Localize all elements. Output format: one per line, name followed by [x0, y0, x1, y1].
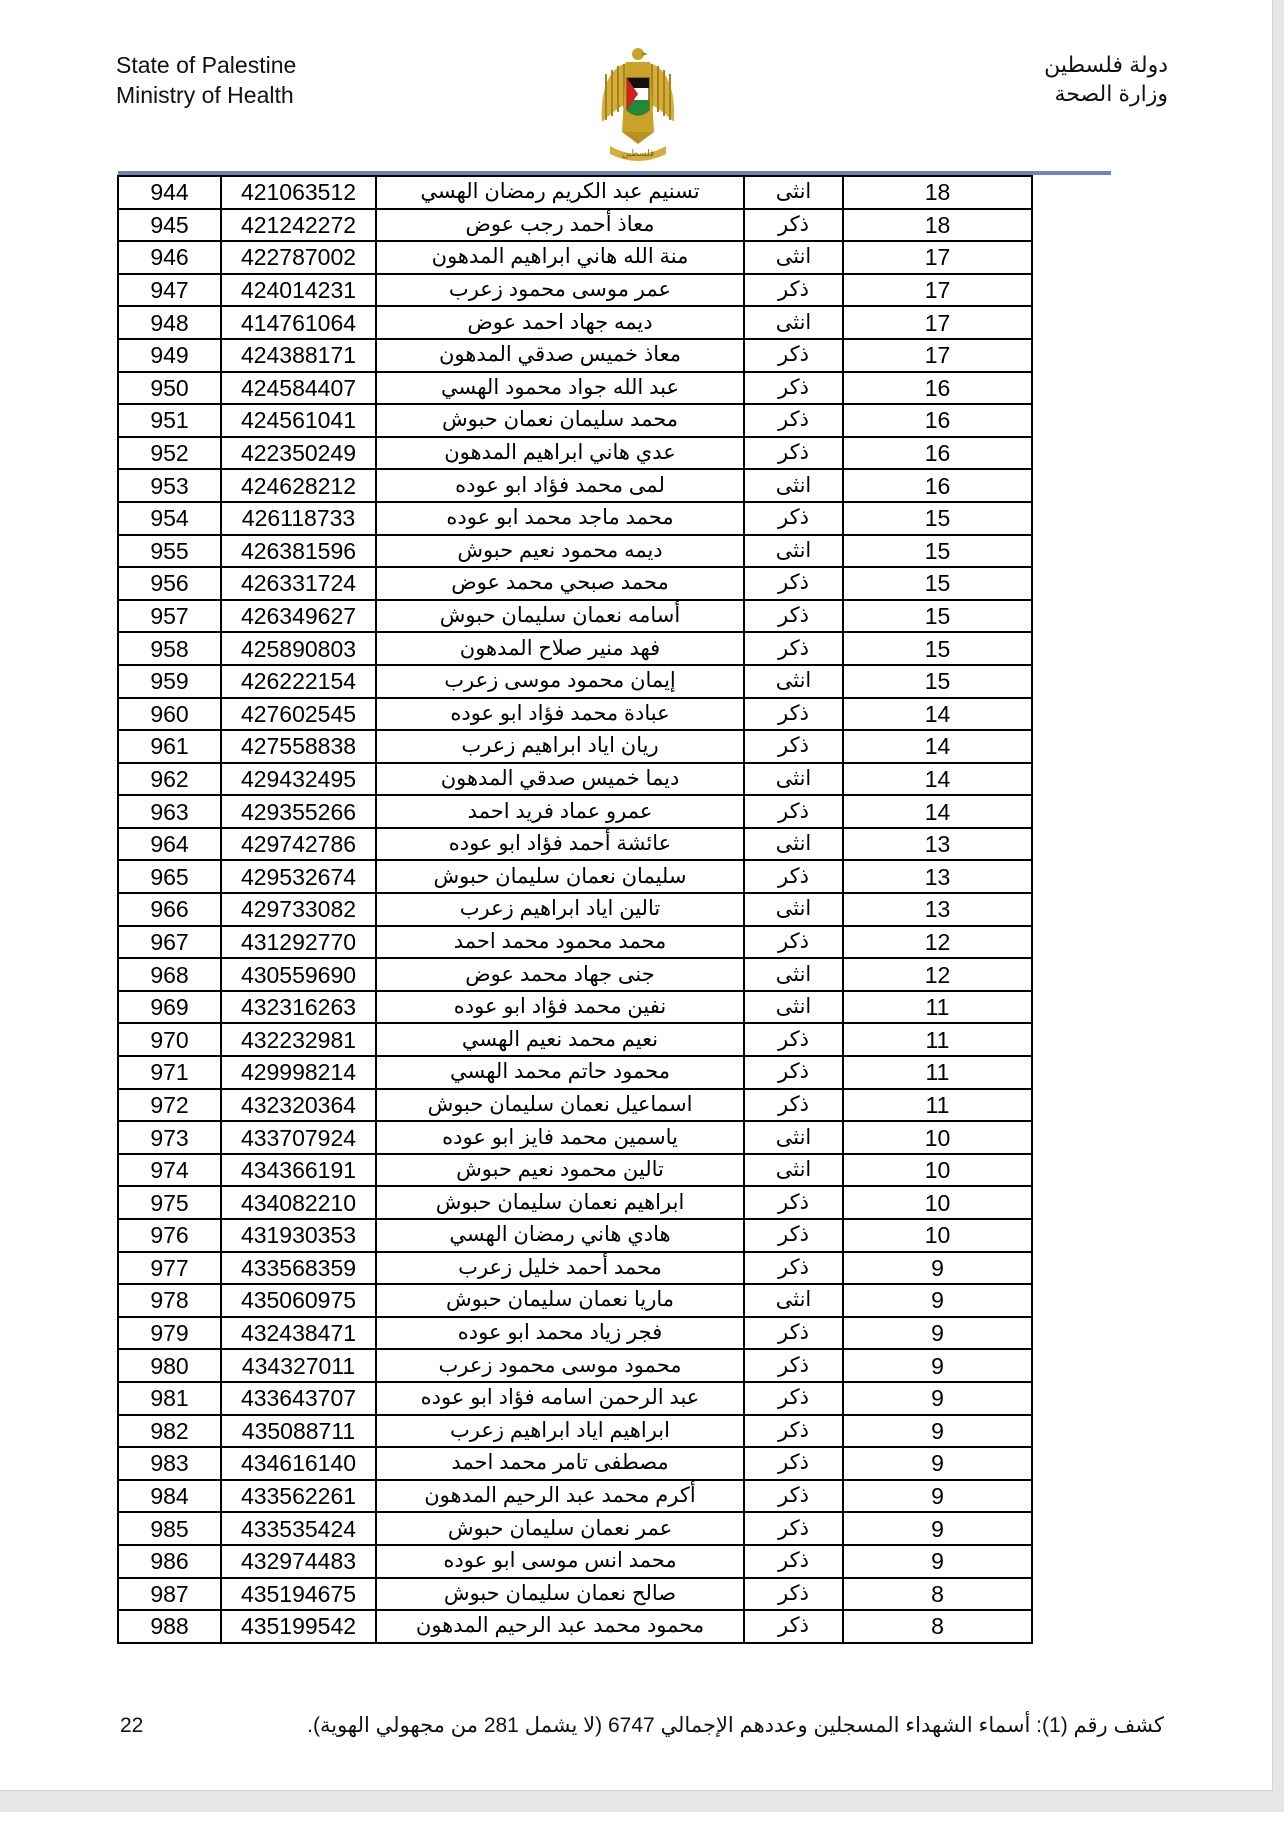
full-name-cell: نفين محمد فؤاد ابو عوده	[376, 991, 744, 1024]
row-number-cell: 984	[118, 1480, 221, 1513]
age-cell: 13	[843, 860, 1032, 893]
row-number-cell: 987	[118, 1578, 221, 1611]
table-row	[118, 698, 1032, 731]
gender-cell: ذكر	[744, 372, 843, 405]
row-number-cell: 951	[118, 404, 221, 437]
row-number-cell: 974	[118, 1154, 221, 1187]
header-left	[116, 50, 296, 110]
row-number-cell: 948	[118, 306, 221, 339]
row-number-cell: 976	[118, 1219, 221, 1252]
id-number-cell: 435088711	[221, 1415, 376, 1448]
table-row	[118, 1610, 1032, 1643]
row-number-cell: 949	[118, 339, 221, 372]
row-number-cell: 944	[118, 176, 221, 209]
row-number-cell: 956	[118, 567, 221, 600]
gender-cell: انثى	[744, 469, 843, 502]
table-row	[118, 502, 1032, 535]
full-name-cell: هادي هاني رمضان الهسي	[376, 1219, 744, 1252]
age-cell: 8	[843, 1578, 1032, 1611]
gender-cell: ذكر	[744, 1415, 843, 1448]
id-number-cell: 435060975	[221, 1284, 376, 1317]
country-name-en: State of Palestine	[116, 52, 297, 78]
full-name-cell: سليمان نعمان سليمان حبوش	[376, 860, 744, 893]
row-number-cell: 988	[118, 1610, 221, 1643]
id-number-cell: 434366191	[221, 1154, 376, 1187]
table-row	[118, 1154, 1032, 1187]
id-number-cell: 433535424	[221, 1512, 376, 1545]
table-row	[118, 1578, 1032, 1611]
id-number-cell: 421242272	[221, 209, 376, 242]
gender-cell: ذكر	[744, 1089, 843, 1122]
age-cell: 9	[843, 1284, 1032, 1317]
row-number-cell: 967	[118, 926, 221, 959]
age-cell: 16	[843, 437, 1032, 470]
full-name-cell: ديما خميس صدقي المدهون	[376, 763, 744, 796]
id-number-cell: 425890803	[221, 632, 376, 665]
row-number-cell: 975	[118, 1186, 221, 1219]
row-number-cell: 945	[118, 209, 221, 242]
id-number-cell: 432438471	[221, 1317, 376, 1350]
gender-cell: ذكر	[744, 1186, 843, 1219]
table-row	[118, 209, 1032, 242]
table-row	[118, 1186, 1032, 1219]
emblem-banner-text: فلسطين	[621, 148, 655, 158]
gender-cell: انثى	[744, 241, 843, 274]
age-cell: 13	[843, 893, 1032, 926]
age-cell: 11	[843, 1089, 1032, 1122]
full-name-cell: تالين محمود نعيم حبوش	[376, 1154, 744, 1187]
full-name-cell: محمود موسى محمود زعرب	[376, 1349, 744, 1382]
age-cell: 9	[843, 1317, 1032, 1350]
row-number-cell: 954	[118, 502, 221, 535]
gender-cell: ذكر	[744, 1056, 843, 1089]
row-number-cell: 970	[118, 1023, 221, 1056]
table-row	[118, 893, 1032, 926]
age-cell: 9	[843, 1480, 1032, 1513]
gender-cell: انثى	[744, 176, 843, 209]
table-row	[118, 860, 1032, 893]
full-name-cell: ياسمين محمد فايز ابو عوده	[376, 1121, 744, 1154]
full-name-cell: منة الله هاني ابراهيم المدهون	[376, 241, 744, 274]
age-cell: 14	[843, 763, 1032, 796]
full-name-cell: تالين اياد ابراهيم زعرب	[376, 893, 744, 926]
age-cell: 15	[843, 632, 1032, 665]
id-number-cell: 433707924	[221, 1121, 376, 1154]
gender-cell: ذكر	[744, 1447, 843, 1480]
id-number-cell: 426331724	[221, 567, 376, 600]
row-number-cell: 977	[118, 1252, 221, 1285]
full-name-cell: جنى جهاد محمد عوض	[376, 958, 744, 991]
id-number-cell: 435199542	[221, 1610, 376, 1643]
full-name-cell: ماريا نعمان سليمان حبوش	[376, 1284, 744, 1317]
full-name-cell: معاذ أحمد رجب عوض	[376, 209, 744, 242]
full-name-cell: محمد انس موسى ابو عوده	[376, 1545, 744, 1578]
full-name-cell: ابراهيم نعمان سليمان حبوش	[376, 1186, 744, 1219]
table-row	[118, 535, 1032, 568]
id-number-cell: 426118733	[221, 502, 376, 535]
full-name-cell: لمى محمد فؤاد ابو عوده	[376, 469, 744, 502]
id-number-cell: 427602545	[221, 698, 376, 731]
table-row	[118, 763, 1032, 796]
gender-cell: انثى	[744, 1284, 843, 1317]
id-number-cell: 432320364	[221, 1089, 376, 1122]
full-name-cell: محمد صبحي محمد عوض	[376, 567, 744, 600]
id-number-cell: 430559690	[221, 958, 376, 991]
next-page-edge	[0, 1812, 1284, 1830]
id-number-cell: 426349627	[221, 600, 376, 633]
age-cell: 14	[843, 698, 1032, 731]
id-number-cell: 426381596	[221, 535, 376, 568]
table-row	[118, 274, 1032, 307]
gender-cell: ذكر	[744, 600, 843, 633]
id-number-cell: 421063512	[221, 176, 376, 209]
age-cell: 10	[843, 1186, 1032, 1219]
page-number: 22	[120, 1714, 144, 1737]
header-right	[868, 50, 1168, 108]
table-row	[118, 600, 1032, 633]
row-number-cell: 978	[118, 1284, 221, 1317]
row-number-cell: 960	[118, 698, 221, 731]
palestine-eagle-emblem-icon	[592, 44, 684, 164]
id-number-cell: 426222154	[221, 665, 376, 698]
age-cell: 13	[843, 828, 1032, 861]
id-number-cell: 431930353	[221, 1219, 376, 1252]
full-name-cell: تسنيم عبد الكريم رمضان الهسي	[376, 176, 744, 209]
gender-cell: انثى	[744, 828, 843, 861]
age-cell: 17	[843, 339, 1032, 372]
full-name-cell: ريان اياد ابراهيم زعرب	[376, 730, 744, 763]
id-number-cell: 422787002	[221, 241, 376, 274]
age-cell: 16	[843, 469, 1032, 502]
age-cell: 10	[843, 1154, 1032, 1187]
full-name-cell: عبد الرحمن اسامه فؤاد ابو عوده	[376, 1382, 744, 1415]
table-row	[118, 1284, 1032, 1317]
table-row	[118, 1252, 1032, 1285]
gender-cell: ذكر	[744, 1219, 843, 1252]
full-name-cell: محمد سليمان نعمان حبوش	[376, 404, 744, 437]
age-cell: 12	[843, 958, 1032, 991]
id-number-cell: 432974483	[221, 1545, 376, 1578]
id-number-cell: 429432495	[221, 763, 376, 796]
row-number-cell: 946	[118, 241, 221, 274]
row-number-cell: 950	[118, 372, 221, 405]
full-name-cell: عائشة أحمد فؤاد ابو عوده	[376, 828, 744, 861]
ministry-name-en: Ministry of Health	[116, 82, 294, 108]
row-number-cell: 961	[118, 730, 221, 763]
country-name-ar: دولة فلسطين	[1044, 52, 1168, 77]
full-name-cell: نعيم محمد نعيم الهسي	[376, 1023, 744, 1056]
gender-cell: ذكر	[744, 632, 843, 665]
row-number-cell: 959	[118, 665, 221, 698]
full-name-cell: ابراهيم اياد ابراهيم زعرب	[376, 1415, 744, 1448]
row-number-cell: 985	[118, 1512, 221, 1545]
gender-cell: ذكر	[744, 1023, 843, 1056]
age-cell: 9	[843, 1512, 1032, 1545]
row-number-cell: 981	[118, 1382, 221, 1415]
age-cell: 15	[843, 665, 1032, 698]
table-row	[118, 1545, 1032, 1578]
id-number-cell: 424628212	[221, 469, 376, 502]
row-number-cell: 968	[118, 958, 221, 991]
id-number-cell: 429355266	[221, 795, 376, 828]
full-name-cell: عبادة محمد فؤاد ابو عوده	[376, 698, 744, 731]
table-row	[118, 1121, 1032, 1154]
row-number-cell: 947	[118, 274, 221, 307]
table-row	[118, 958, 1032, 991]
full-name-cell: عمر موسى محمود زعرب	[376, 274, 744, 307]
row-number-cell: 980	[118, 1349, 221, 1382]
gender-cell: ذكر	[744, 404, 843, 437]
age-cell: 18	[843, 176, 1032, 209]
table-row	[118, 665, 1032, 698]
age-cell: 15	[843, 502, 1032, 535]
table-row	[118, 437, 1032, 470]
full-name-cell: محمود حاتم محمد الهسي	[376, 1056, 744, 1089]
gender-cell: ذكر	[744, 1545, 843, 1578]
table-row	[118, 1317, 1032, 1350]
age-cell: 12	[843, 926, 1032, 959]
row-number-cell: 965	[118, 860, 221, 893]
id-number-cell: 429532674	[221, 860, 376, 893]
age-cell: 14	[843, 795, 1032, 828]
gender-cell: انثى	[744, 991, 843, 1024]
row-number-cell: 966	[118, 893, 221, 926]
gender-cell: ذكر	[744, 1252, 843, 1285]
row-number-cell: 986	[118, 1545, 221, 1578]
age-cell: 9	[843, 1415, 1032, 1448]
table-row	[118, 1447, 1032, 1480]
full-name-cell: اسماعيل نعمان سليمان حبوش	[376, 1089, 744, 1122]
id-number-cell: 422350249	[221, 437, 376, 470]
id-number-cell: 432232981	[221, 1023, 376, 1056]
table-row	[118, 567, 1032, 600]
row-number-cell: 955	[118, 535, 221, 568]
gender-cell: انثى	[744, 306, 843, 339]
table-row	[118, 730, 1032, 763]
full-name-cell: صالح نعمان سليمان حبوش	[376, 1578, 744, 1611]
age-cell: 10	[843, 1121, 1032, 1154]
age-cell: 18	[843, 209, 1032, 242]
gender-cell: ذكر	[744, 1317, 843, 1350]
full-name-cell: عدي هاني ابراهيم المدهون	[376, 437, 744, 470]
table-row	[118, 339, 1032, 372]
ministry-name-ar: وزارة الصحة	[1054, 81, 1168, 106]
full-name-cell: فهد منير صلاح المدهون	[376, 632, 744, 665]
gender-cell: انثى	[744, 1121, 843, 1154]
gender-cell: انثى	[744, 535, 843, 568]
gender-cell: ذكر	[744, 567, 843, 600]
gender-cell: ذكر	[744, 1480, 843, 1513]
table-row	[118, 1089, 1032, 1122]
row-number-cell: 973	[118, 1121, 221, 1154]
gender-cell: ذكر	[744, 795, 843, 828]
full-name-cell: عمرو عماد فريد احمد	[376, 795, 744, 828]
full-name-cell: محمد محمود محمد احمد	[376, 926, 744, 959]
age-cell: 15	[843, 535, 1032, 568]
gender-cell: ذكر	[744, 1349, 843, 1382]
id-number-cell: 424388171	[221, 339, 376, 372]
table-row	[118, 306, 1032, 339]
age-cell: 9	[843, 1447, 1032, 1480]
gender-cell: ذكر	[744, 1610, 843, 1643]
table-row	[118, 1349, 1032, 1382]
id-number-cell: 435194675	[221, 1578, 376, 1611]
id-number-cell: 429998214	[221, 1056, 376, 1089]
age-cell: 9	[843, 1545, 1032, 1578]
id-number-cell: 429742786	[221, 828, 376, 861]
full-name-cell: أكرم محمد عبد الرحيم المدهون	[376, 1480, 744, 1513]
table-row	[118, 1415, 1032, 1448]
table-row	[118, 372, 1032, 405]
row-number-cell: 952	[118, 437, 221, 470]
full-name-cell: ديمه جهاد احمد عوض	[376, 306, 744, 339]
table-row	[118, 1219, 1032, 1252]
gender-cell: ذكر	[744, 209, 843, 242]
row-number-cell: 957	[118, 600, 221, 633]
table-row	[118, 1056, 1032, 1089]
row-number-cell: 953	[118, 469, 221, 502]
full-name-cell: ديمه محمود نعيم حبوش	[376, 535, 744, 568]
full-name-cell: مصطفى تامر محمد احمد	[376, 1447, 744, 1480]
id-number-cell: 429733082	[221, 893, 376, 926]
row-number-cell: 963	[118, 795, 221, 828]
age-cell: 16	[843, 372, 1032, 405]
age-cell: 8	[843, 1610, 1032, 1643]
table-row	[118, 1023, 1032, 1056]
id-number-cell: 424561041	[221, 404, 376, 437]
table-row	[118, 828, 1032, 861]
table-caption: كشف رقم (1): أسماء الشهداء المسجلين وعددهم الإجمالي 6747 (لا يشمل 281 من مجهولي الهوية).	[307, 1714, 1164, 1737]
full-name-cell: عبد الله جواد محمود الهسي	[376, 372, 744, 405]
gender-cell: انثى	[744, 665, 843, 698]
age-cell: 15	[843, 567, 1032, 600]
gender-cell: انثى	[744, 958, 843, 991]
full-name-cell: محمد ماجد محمد ابو عوده	[376, 502, 744, 535]
row-number-cell: 979	[118, 1317, 221, 1350]
gender-cell: ذكر	[744, 502, 843, 535]
id-number-cell: 427558838	[221, 730, 376, 763]
gender-cell: ذكر	[744, 1382, 843, 1415]
id-number-cell: 434616140	[221, 1447, 376, 1480]
id-number-cell: 433568359	[221, 1252, 376, 1285]
full-name-cell: فجر زياد محمد ابو عوده	[376, 1317, 744, 1350]
id-number-cell: 424014231	[221, 274, 376, 307]
table-row	[118, 632, 1032, 665]
gender-cell: ذكر	[744, 1578, 843, 1611]
row-number-cell: 962	[118, 763, 221, 796]
age-cell: 9	[843, 1382, 1032, 1415]
table-row	[118, 241, 1032, 274]
row-number-cell: 969	[118, 991, 221, 1024]
table-row	[118, 795, 1032, 828]
row-number-cell: 982	[118, 1415, 221, 1448]
id-number-cell: 434082210	[221, 1186, 376, 1219]
row-number-cell: 964	[118, 828, 221, 861]
age-cell: 16	[843, 404, 1032, 437]
row-number-cell: 971	[118, 1056, 221, 1089]
table-row	[118, 991, 1032, 1024]
age-cell: 10	[843, 1219, 1032, 1252]
gender-cell: انثى	[744, 763, 843, 796]
id-number-cell: 414761064	[221, 306, 376, 339]
table-row	[118, 1480, 1032, 1513]
full-name-cell: معاذ خميس صدقي المدهون	[376, 339, 744, 372]
gender-cell: ذكر	[744, 698, 843, 731]
table-row	[118, 926, 1032, 959]
table-row	[118, 469, 1032, 502]
gender-cell: انثى	[744, 893, 843, 926]
full-name-cell: عمر نعمان سليمان حبوش	[376, 1512, 744, 1545]
gender-cell: ذكر	[744, 1512, 843, 1545]
id-number-cell: 431292770	[221, 926, 376, 959]
gender-cell: ذكر	[744, 926, 843, 959]
martyrs-table-body	[118, 176, 1032, 1643]
age-cell: 11	[843, 1056, 1032, 1089]
age-cell: 9	[843, 1252, 1032, 1285]
row-number-cell: 958	[118, 632, 221, 665]
full-name-cell: إيمان محمود موسى زعرب	[376, 665, 744, 698]
gender-cell: ذكر	[744, 339, 843, 372]
age-cell: 17	[843, 306, 1032, 339]
id-number-cell: 432316263	[221, 991, 376, 1024]
full-name-cell: محمد أحمد خليل زعرب	[376, 1252, 744, 1285]
gender-cell: ذكر	[744, 274, 843, 307]
age-cell: 17	[843, 274, 1032, 307]
age-cell: 11	[843, 1023, 1032, 1056]
age-cell: 14	[843, 730, 1032, 763]
gender-cell: ذكر	[744, 437, 843, 470]
id-number-cell: 424584407	[221, 372, 376, 405]
row-number-cell: 972	[118, 1089, 221, 1122]
table-row	[118, 176, 1032, 209]
id-number-cell: 433562261	[221, 1480, 376, 1513]
gender-cell: ذكر	[744, 730, 843, 763]
id-number-cell: 434327011	[221, 1349, 376, 1382]
age-cell: 9	[843, 1349, 1032, 1382]
martyrs-table	[117, 175, 1033, 1644]
age-cell: 11	[843, 991, 1032, 1024]
age-cell: 17	[843, 241, 1032, 274]
full-name-cell: أسامه نعمان سليمان حبوش	[376, 600, 744, 633]
id-number-cell: 433643707	[221, 1382, 376, 1415]
gender-cell: ذكر	[744, 860, 843, 893]
table-row	[118, 404, 1032, 437]
table-row	[118, 1382, 1032, 1415]
table-row	[118, 1512, 1032, 1545]
gender-cell: انثى	[744, 1154, 843, 1187]
age-cell: 15	[843, 600, 1032, 633]
full-name-cell: محمود محمد عبد الرحيم المدهون	[376, 1610, 744, 1643]
row-number-cell: 983	[118, 1447, 221, 1480]
